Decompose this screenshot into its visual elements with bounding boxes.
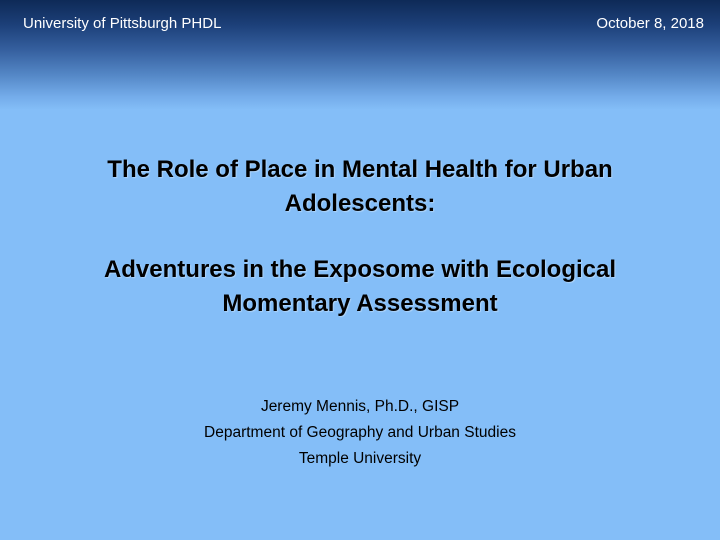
author-name: Jeremy Mennis, Ph.D., GISP [260, 398, 460, 415]
slide-subtitle: Adventures in the Exposome with Ecological Momentary Assessment [103, 256, 617, 317]
author-department: Department of Geography and Urban Studies [204, 424, 516, 441]
author-info [40, 394, 680, 472]
header-date: October 8, 2018 [596, 15, 704, 32]
header-organization: University of Pittsburgh PHDL [23, 15, 222, 32]
author-institution: Temple University [298, 450, 422, 467]
slide-title: The Role of Place in Mental Health for Urban Adolescents: [107, 156, 613, 217]
slide-header-band [0, 0, 720, 110]
